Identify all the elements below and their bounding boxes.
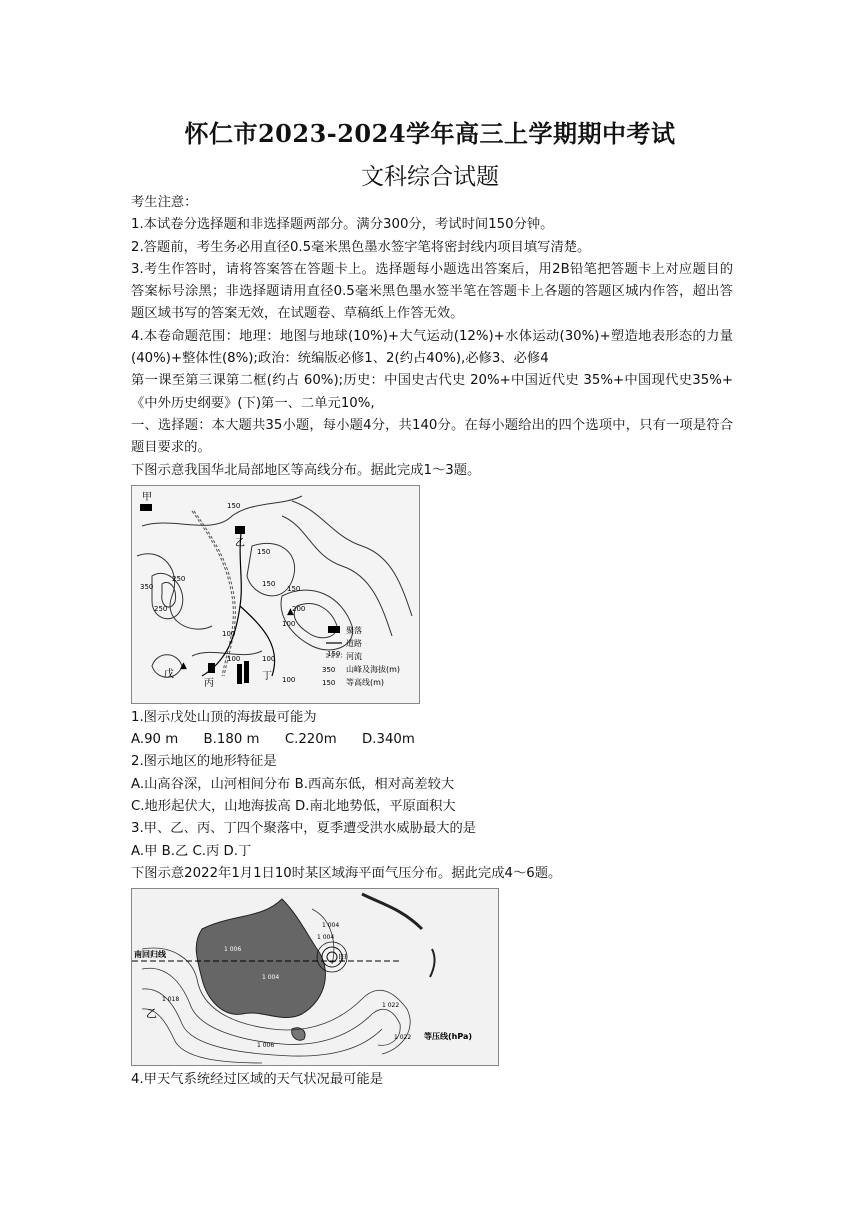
isobar-label: 1 006 bbox=[257, 1042, 275, 1050]
legend-settlement-icon bbox=[328, 626, 340, 633]
isobar-label: 1 018 bbox=[162, 996, 180, 1004]
contour-label: 100 bbox=[262, 654, 276, 663]
contour-label: 100 bbox=[282, 675, 296, 684]
peak-icon: ▲ bbox=[180, 660, 187, 671]
notice-item: 4.本卷命题范围：地理：地图与地球(10%)+大气运动(12%)+水体运动(30%)+塑造地表形态的力量(40%)+整体性(8%);政治：统编版必修1、2(约占40%),必修3、必修4 bbox=[131, 328, 733, 367]
notice-item: 2.答题前，考生务必用直径0.5毫米黑色墨水签字笔将密封线内项目填写清楚。 bbox=[131, 239, 591, 255]
legend-label: 聚落 bbox=[346, 625, 362, 635]
group1-intro: 下图示意我国华北局部地区等高线分布。据此完成1～3题。 bbox=[131, 462, 481, 478]
place-label: 乙 bbox=[146, 1007, 157, 1021]
contour-map-figure bbox=[131, 485, 420, 704]
place-label: 丁 bbox=[262, 670, 272, 682]
isobar-label: 1 004 bbox=[317, 934, 335, 942]
question-options: C.地形起伏大，山地海拔高 D.南北地势低，平原面积大 bbox=[131, 799, 456, 815]
exam-subtitle: 文科综合试题 bbox=[361, 164, 499, 190]
isobar-label: 1 004 bbox=[322, 922, 340, 930]
tropic-label: 南回归线 bbox=[134, 950, 166, 960]
exam-title: 怀仁市2023-2024学年高三上学期期中考试 bbox=[184, 119, 676, 148]
contour-label: 250 bbox=[154, 604, 168, 613]
contour-label: 150 bbox=[262, 579, 276, 588]
legend-sample-label: 350 bbox=[322, 665, 336, 674]
question-stem: 2.图示地区的地形特征是 bbox=[131, 754, 277, 770]
legend-sample-label: 1 022 bbox=[394, 1034, 412, 1042]
notice-heading: 考生注意： bbox=[131, 195, 198, 210]
question-options: A.90 m B.180 m C.220m D.340m bbox=[131, 732, 415, 748]
notice-item: 3.考生作答时，请将答案答在答题卡上。选择题每小题选出答案后，用2B铅笔把答题卡上对应题目的答案标号涂黑；非选择题请用直径0.5毫米黑色墨水签半笔在答题卡上各题的答题区城内作答，超出答题区域书写的答案无效，在试题卷、草稿纸上作答无效。 bbox=[131, 261, 733, 322]
place-label: 甲 bbox=[142, 491, 152, 503]
question-stem: 1.图示戊处山顶的海拔最可能为 bbox=[131, 709, 317, 725]
legend-label: 道路 bbox=[346, 638, 362, 648]
legend-label: 河流 bbox=[346, 651, 362, 661]
place-label: 乙 bbox=[235, 537, 245, 549]
legend-sample-label: 150 bbox=[322, 678, 336, 687]
group2-intro: 下图示意2022年1月1日10时某区域海平面气压分布。据此完成4～6题。 bbox=[131, 865, 562, 881]
contour-label: 250 bbox=[172, 574, 186, 583]
place-label: 丙 bbox=[204, 677, 214, 689]
peak-icon: ▲ bbox=[287, 606, 294, 617]
isobar-map-figure bbox=[131, 888, 499, 1066]
contour-label: 150 bbox=[287, 584, 301, 593]
place-label: 戊 bbox=[164, 668, 174, 680]
legend-label: 等压线(hPa) bbox=[424, 1032, 473, 1042]
exam-body bbox=[131, 192, 733, 1092]
notice-item: 1.本试卷分选择题和非选择题两部分。满分300分，考试时间150分钟。 bbox=[131, 217, 554, 233]
contour-label: 100 bbox=[282, 619, 296, 628]
isobar-label: 1 004 bbox=[262, 974, 280, 982]
isobar-label: 1 022 bbox=[382, 1002, 400, 1010]
question-stem: 4.甲天气系统经过区域的天气状况最可能是 bbox=[131, 1072, 384, 1088]
legend-label: 等高线(m) bbox=[346, 677, 385, 687]
contour-label: 150 bbox=[257, 547, 271, 556]
section-intro: 一、选择题：本大题共35小题，每小题4分，共140分。在每小题给出的四个选项中，只有一项是符合题目要求的。 bbox=[131, 417, 733, 456]
place-label: 甲 bbox=[338, 954, 348, 965]
contour-label: 150 bbox=[327, 649, 341, 658]
isobar-label: 1 006 bbox=[224, 946, 242, 954]
legend-label: 山峰及海拔(m) bbox=[346, 664, 401, 674]
contour-label: 150 bbox=[227, 501, 241, 510]
notice-item: 第一课至第三课第二框(约占 60%);历史：中国史古代史 20%+中国近代史 35%+中国现代史35%+《中外历史纲要》(下)第一、二单元10%, bbox=[131, 373, 733, 411]
contour-label: 350 bbox=[140, 582, 154, 591]
question-options: A.甲 B.乙 C.丙 D.丁 bbox=[131, 843, 252, 859]
contour-label: 200 bbox=[292, 604, 306, 613]
contour-label: 100 bbox=[222, 629, 236, 638]
contour-label: 100 bbox=[227, 654, 241, 663]
question-stem: 3.甲、乙、丙、丁四个聚落中，夏季遭受洪水威胁最大的是 bbox=[131, 821, 477, 837]
question-options: A.山高谷深，山河相间分布 B.西高东低，相对高差较大 bbox=[131, 776, 455, 792]
